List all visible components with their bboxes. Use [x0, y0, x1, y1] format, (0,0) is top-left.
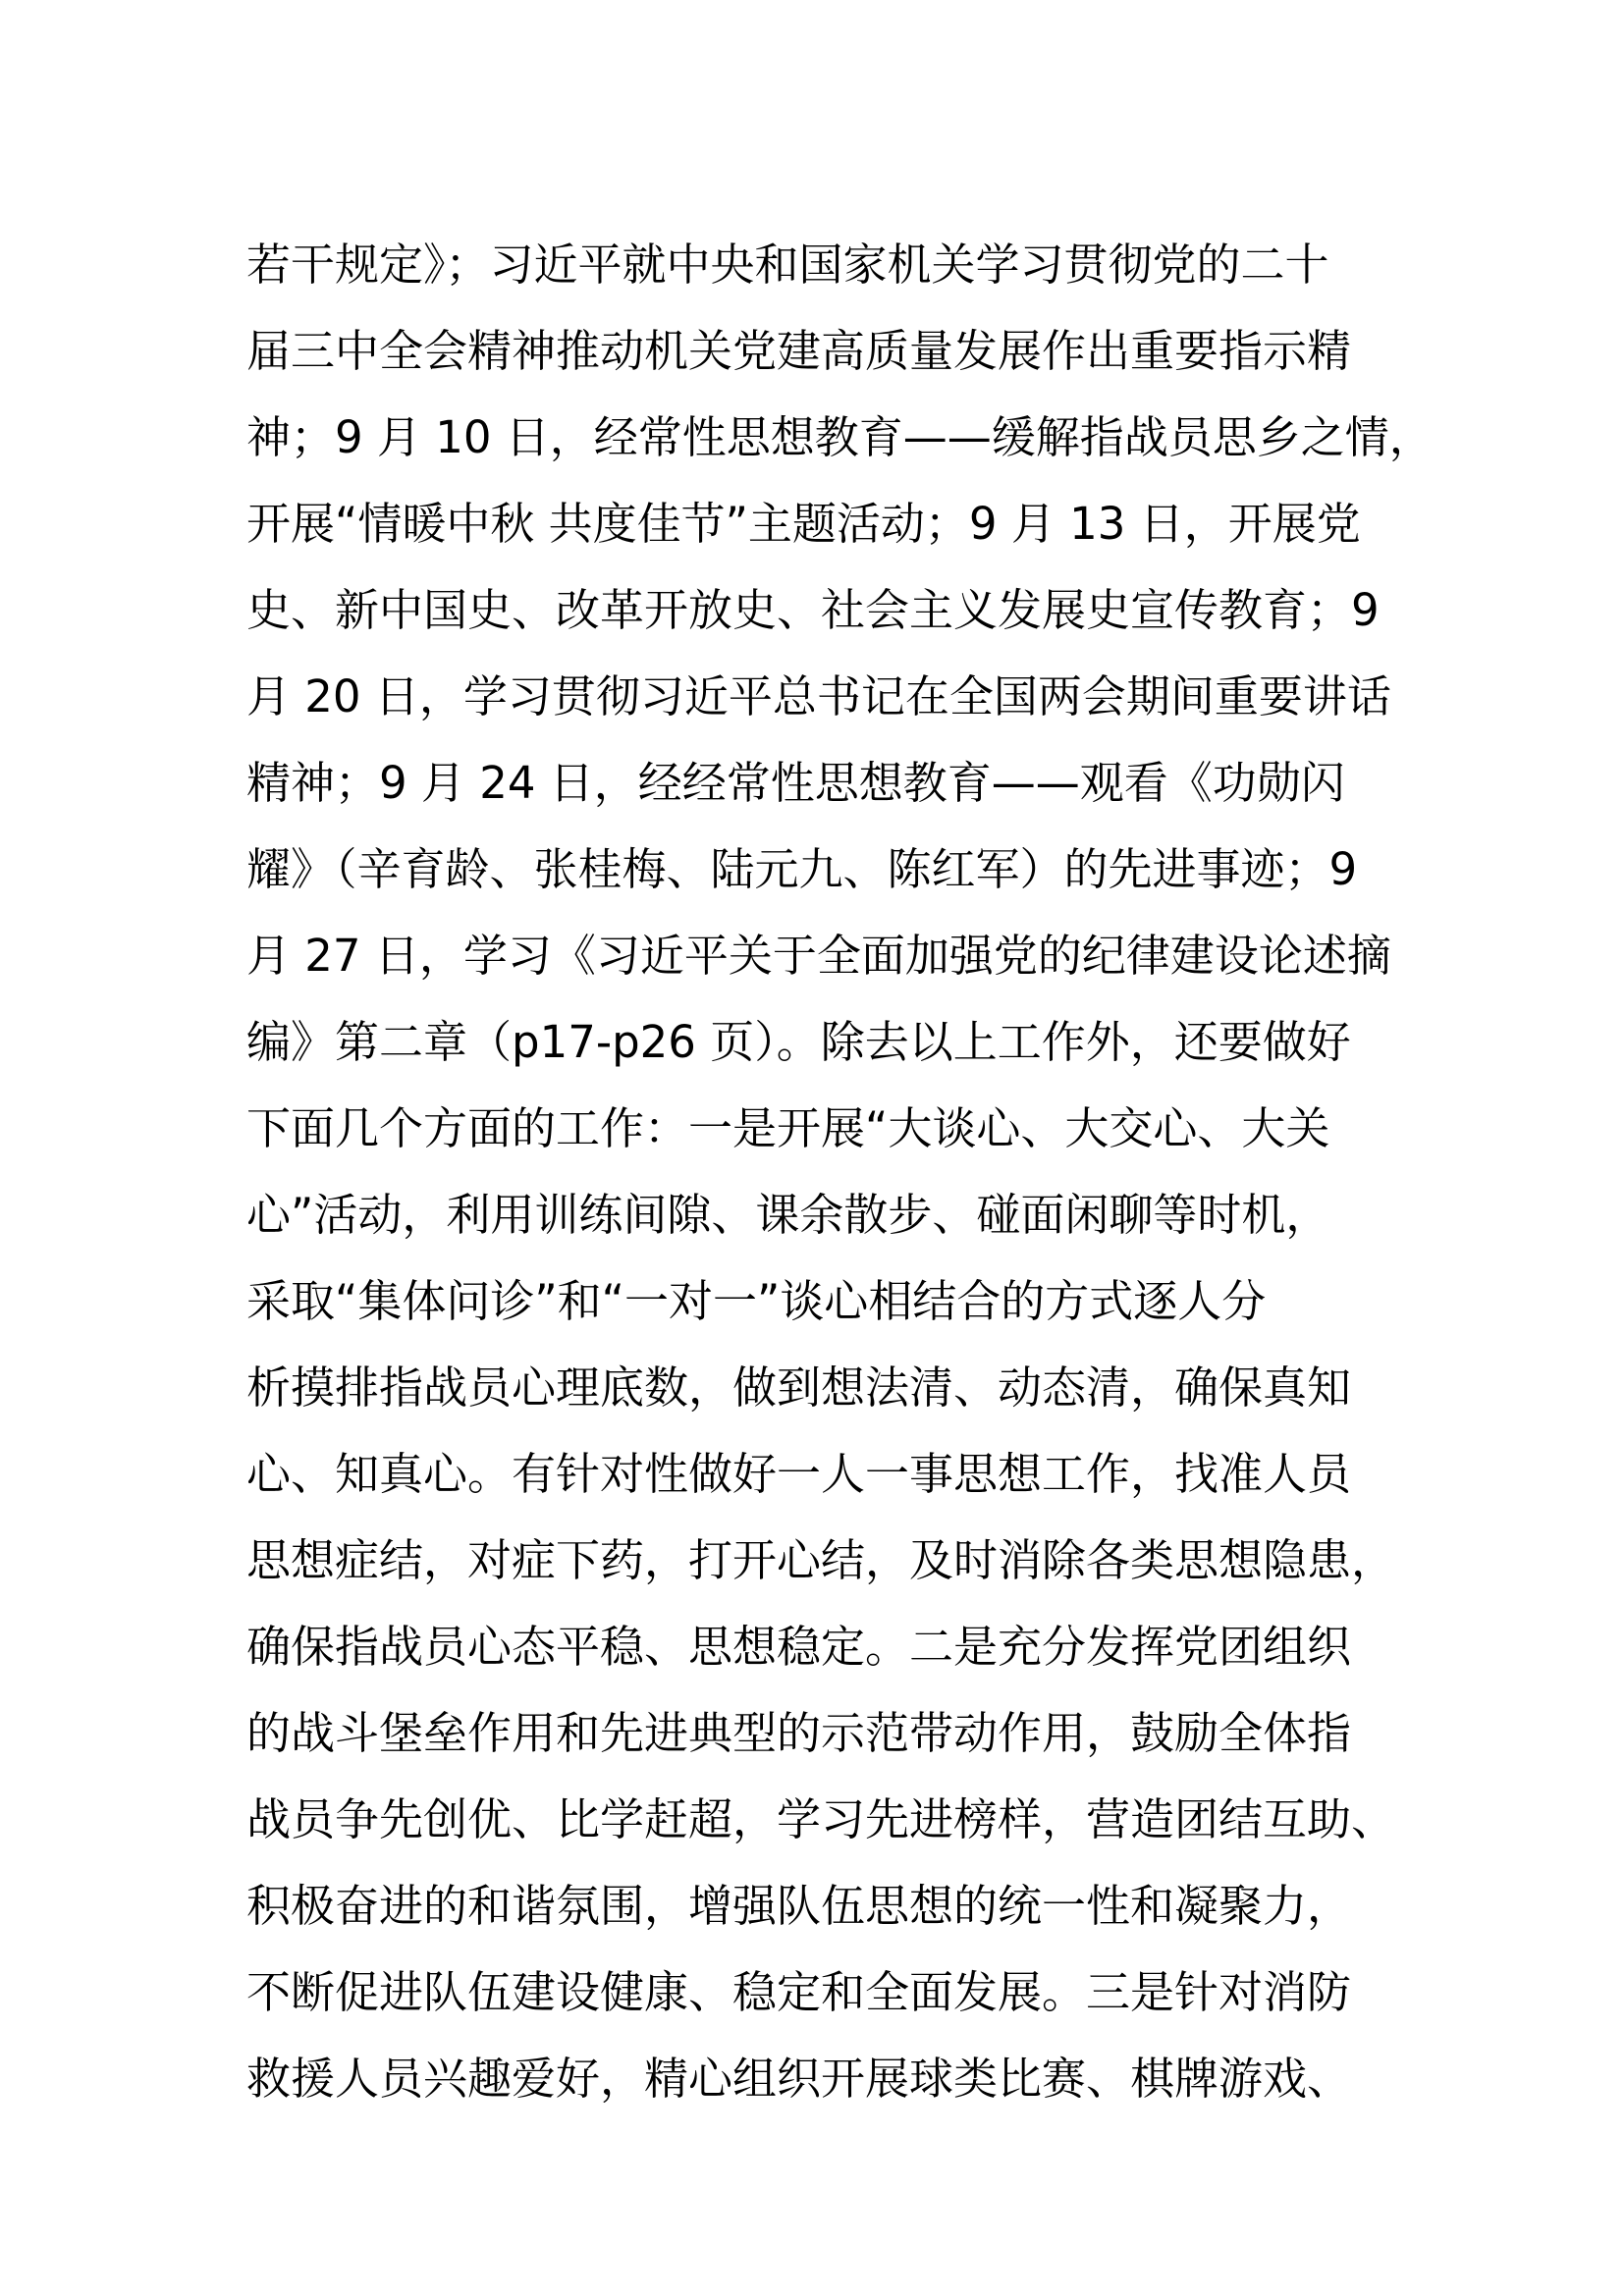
text-line: 战员争先创优、比学赶超，学习先进榜样，营造团结互助、: [246, 1793, 1396, 1845]
text-line: 精神；9 月 24 日，经经常性思想教育——观看《功勋闪: [246, 757, 1345, 809]
text-line: 不断促进队伍建设健康、稳定和全面发展。三是针对消防: [246, 1966, 1352, 2018]
text-line: 采取“集体问诊”和“一对一”谈心相结合的方式逐人分: [246, 1275, 1267, 1327]
text-line: 心”活动，利用训练间隙、课余散步、碰面闲聊等时机，: [246, 1189, 1330, 1241]
text-line: 月 27 日，学习《习近平关于全面加强党的纪律建设论述摘: [246, 930, 1391, 982]
text-line: 确保指战员心态平稳、思想稳定。二是充分发挥党团组织: [246, 1621, 1352, 1673]
text-line: 编》第二章（p17-p26 页）。除去以上工作外，还要做好: [246, 1016, 1351, 1068]
text-line: 心、知真心。有针对性做好一人一事思想工作，找准人员: [246, 1448, 1352, 1500]
text-line: 若干规定》；习近平就中央和国家机关学习贯彻党的二十: [246, 239, 1329, 291]
body-paragraph: [246, 222, 1434, 2122]
text-line: 思想症结，对症下药，打开心结，及时消除各类思想隐患，: [246, 1534, 1396, 1586]
text-line: 积极奋进的和谐氛围，增强队伍思想的统一性和凝聚力，: [246, 1880, 1352, 1932]
text-line: 神；9 月 10 日，经常性思想教育——缓解指战员思乡之情，: [246, 411, 1434, 463]
text-line: 救援人员兴趣爱好，精心组织开展球类比赛、棋牌游戏、: [246, 2053, 1352, 2105]
text-line: 下面几个方面的工作：一是开展“大谈心、大交心、大关: [246, 1102, 1330, 1154]
text-line: 史、新中国史、改革开放史、社会主义发展史宣传教育；9: [246, 584, 1380, 636]
text-line: 月 20 日，学习贯彻习近平总书记在全国两会期间重要讲话: [246, 670, 1391, 722]
text-line: 届三中全会精神推动机关党建高质量发展作出重要指示精: [246, 325, 1352, 377]
text-line: 开展“情暖中秋 共度佳节”主题活动；9 月 13 日，开展党: [246, 498, 1361, 550]
text-line: 耀》（辛育龄、张桂梅、陆元九、陈红军）的先进事迹；9: [246, 843, 1358, 895]
text-line: 的战斗堡垒作用和先进典型的示范带动作用，鼓励全体指: [246, 1707, 1352, 1759]
text-line: 析摸排指战员心理底数，做到想法清、动态清，确保真知: [246, 1362, 1352, 1414]
